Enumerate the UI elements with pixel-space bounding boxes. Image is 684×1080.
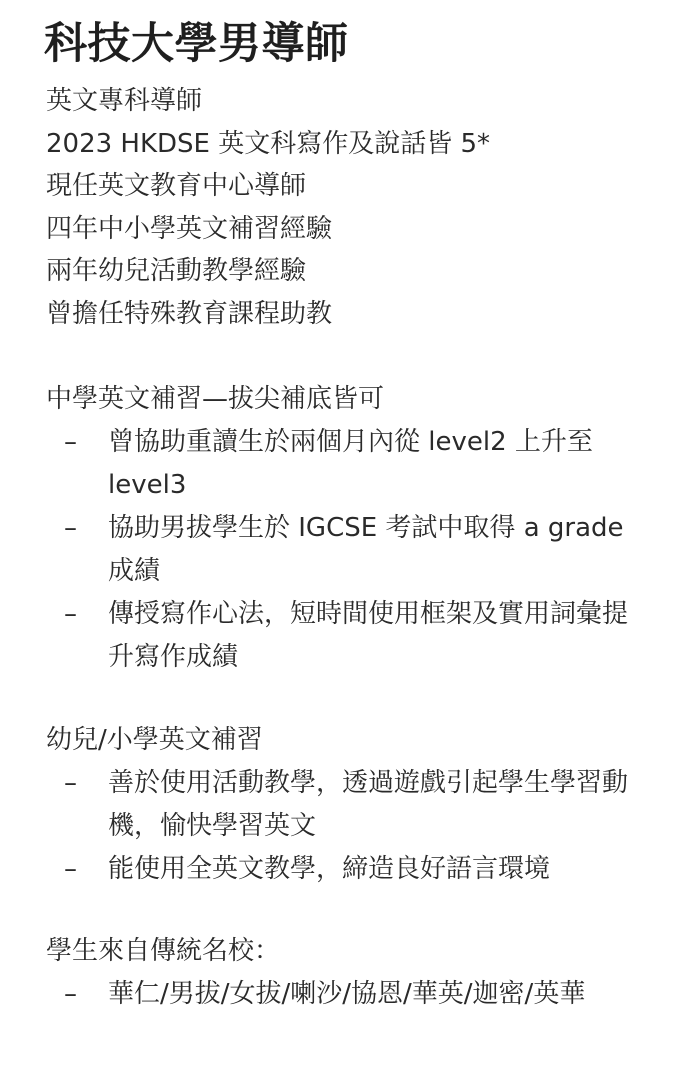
bullet-dash: – [64, 768, 77, 798]
list-item-text: 善於使用活動教學，透過遊戲引起學生學習動機，愉快學習英文 [108, 768, 629, 841]
section-heading-student-schools: 學生來自傳統名校： [46, 936, 281, 966]
intro-line: 兩年幼兒活動教學經驗 [46, 256, 307, 286]
list-item [64, 593, 644, 679]
bullet-dash: – [64, 854, 77, 884]
intro-list [46, 80, 490, 335]
list-item [64, 848, 644, 891]
section-heading-secondary-tutoring: 中學英文補習—拔尖補底皆可 [46, 384, 385, 414]
intro-line: 四年中小學英文補習經驗 [46, 213, 333, 244]
intro-line: 2023 HKDSE 英文科寫作及說話皆 5* [46, 128, 491, 159]
list-item-text: 傳授寫作心法，短時間使用框架及實用詞彙提升寫作成績 [108, 599, 629, 672]
intro-line: 曾擔任特殊教育課程助教 [46, 298, 333, 329]
bullet-dash: – [64, 599, 77, 629]
list-item [64, 507, 644, 593]
bullet-dash: – [64, 427, 77, 457]
section-list-primary-tutoring [64, 762, 644, 891]
list-item-text: 華仁/男拔/女拔/喇沙/協恩/華英/迦密/英華 [108, 979, 586, 1009]
section-heading-primary-tutoring: 幼兒/小學英文補習 [46, 725, 263, 755]
list-item [64, 762, 644, 848]
section-list-student-schools [64, 973, 644, 1016]
page-title: 科技大學男導師 [44, 19, 349, 69]
section-list-secondary-tutoring [64, 421, 644, 679]
intro-line: 英文專科導師 [46, 86, 203, 116]
list-item-text: 協助男拔學生於 IGCSE 考試中取得 a grade 成績 [108, 513, 624, 586]
bullet-dash: – [64, 513, 77, 543]
list-item [64, 973, 644, 1016]
intro-line: 現任英文教育中心導師 [46, 171, 307, 201]
list-item-text: 能使用全英文教學，締造良好語言環境 [108, 854, 551, 884]
bullet-dash: – [64, 979, 77, 1009]
list-item-text: 曾協助重讀生於兩個月內從 level2 上升至 level3 [108, 427, 593, 500]
list-item [64, 421, 644, 507]
